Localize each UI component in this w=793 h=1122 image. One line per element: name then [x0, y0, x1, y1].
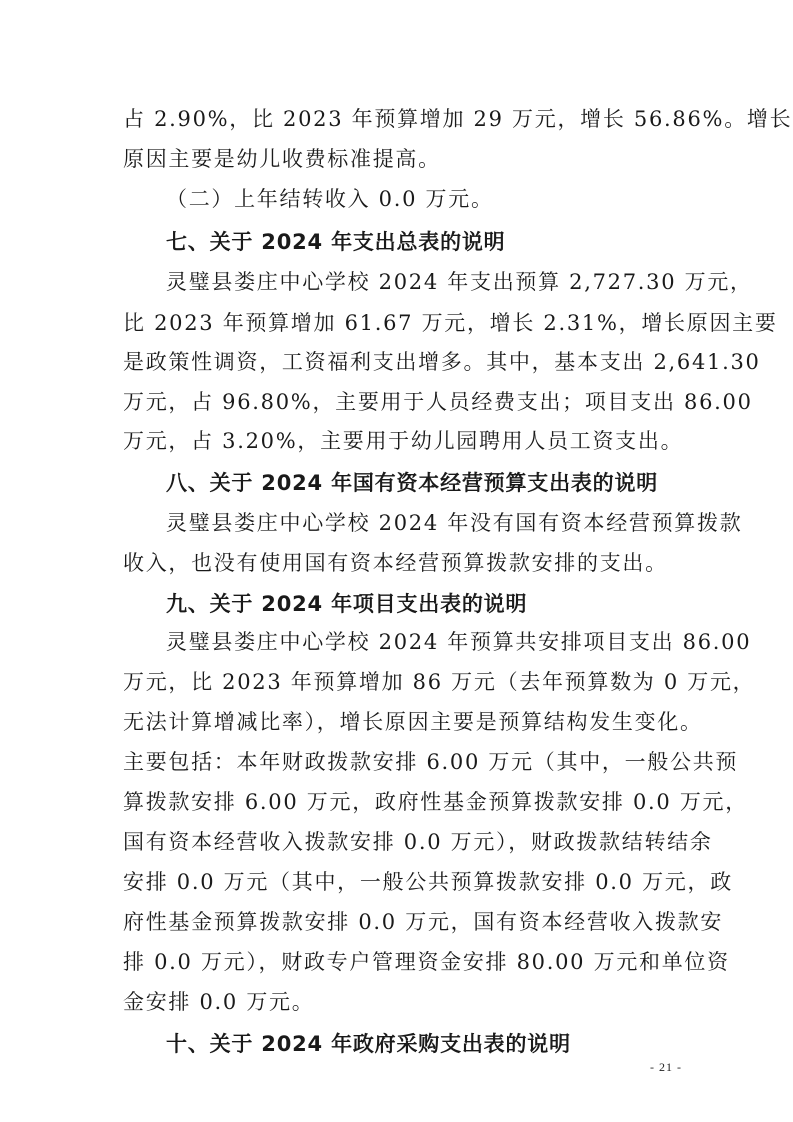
body-line: 原因主要是幼儿收费标准提高。	[123, 147, 441, 171]
body-line: 是政策性调资，工资福利支出增多。其中，基本支出 2,641.30	[123, 350, 761, 374]
body-line: （二）上年结转收入 0.0 万元。	[166, 187, 494, 211]
body-line: 占 2.90%，比 2023 年预算增加 29 万元，增长 56.86%。增长	[123, 107, 793, 131]
section-heading-9: 九、关于 2024 年项目支出表的说明	[166, 592, 528, 616]
body-line: 国有资本经营收入拨款安排 0.0 万元），财政拨款结转结余	[123, 830, 713, 854]
body-line: 比 2023 年预算增加 61.67 万元，增长 2.31%，增长原因主要	[123, 311, 778, 335]
section-heading-7: 七、关于 2024 年支出总表的说明	[166, 230, 506, 254]
body-line: 万元，占 96.80%，主要用于人员经费支出；项目支出 86.00	[123, 390, 753, 414]
body-line: 金安排 0.0 万元。	[123, 990, 315, 1014]
body-line: 安排 0.0 万元（其中，一般公共预算拨款安排 0.0 万元，政	[123, 870, 733, 894]
body-line: 灵璧县娄庄中心学校 2024 年没有国有资本经营预算拨款	[166, 511, 743, 535]
body-line: 万元，占 3.20%，主要用于幼儿园聘用人员工资支出。	[123, 429, 684, 453]
body-line: 万元，比 2023 年预算增加 86 万元（去年预算数为 0 万元，	[123, 670, 756, 694]
body-line: 灵璧县娄庄中心学校 2024 年预算共安排项目支出 86.00	[166, 630, 752, 654]
section-heading-10: 十、关于 2024 年政府采购支出表的说明	[166, 1032, 571, 1056]
body-line: 灵璧县娄庄中心学校 2024 年支出预算 2,727.30 万元，	[166, 270, 753, 294]
body-line: 算拨款安排 6.00 万元，政府性基金预算拨款安排 0.0 万元，	[123, 790, 748, 814]
body-line: 无法计算增减比率），增长原因主要是预算结构发生变化。	[123, 710, 703, 734]
section-heading-8: 八、关于 2024 年国有资本经营预算支出表的说明	[166, 471, 659, 495]
body-line: 主要包括：本年财政拨款安排 6.00 万元（其中，一般公共预	[123, 750, 739, 774]
body-line: 府性基金预算拨款安排 0.0 万元，国有资本经营收入拨款安	[123, 910, 724, 934]
body-line: 收入，也没有使用国有资本经营预算拨款安排的支出。	[123, 551, 668, 575]
page-number: - 21 -	[650, 1060, 682, 1074]
body-line: 排 0.0 万元），财政专户管理资金安排 80.00 万元和单位资	[123, 950, 730, 974]
